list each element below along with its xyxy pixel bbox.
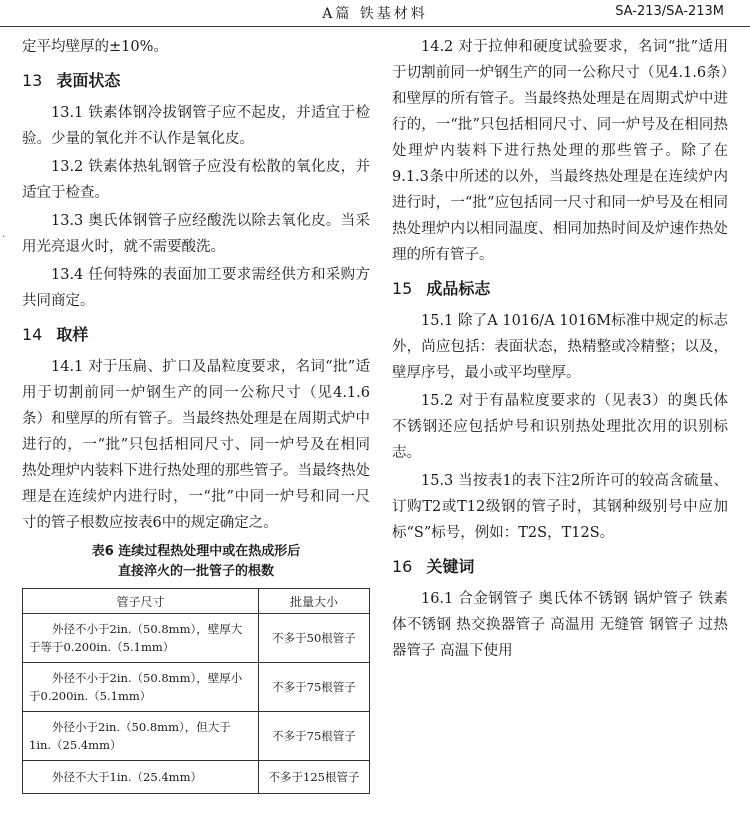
section-title: 关键词: [426, 557, 475, 576]
header-standard-code: SA-213/SA-213M: [615, 4, 724, 19]
left-column: [22, 34, 370, 794]
section-14-heading: [22, 322, 370, 348]
section-number: 16: [392, 557, 413, 576]
section-title: 成品标志: [426, 279, 491, 298]
paragraph-15-1: 15.1 除了A 1016/A 1016M标准中规定的标志外，尚应包括：表面状态，热精整或冷精整；以及，壁厚序号，最小或平均壁厚。: [392, 313, 728, 381]
cell-batch-size: 不多于75根管子: [259, 712, 370, 761]
table-row: [23, 712, 370, 761]
page-header: [0, 0, 750, 27]
section-title: 取样: [56, 325, 89, 344]
cell-pipe-size: 外径不小于2in.（50.8mm），壁厚小于0.200in.（5.1mm）: [23, 663, 259, 712]
table-6: [22, 588, 370, 794]
caption-line-2: 直接淬火的一批管子的根数: [117, 564, 274, 579]
header-title: A篇 铁基材料: [322, 6, 428, 22]
margin-mark: ·: [2, 232, 6, 243]
paragraph-16-1: 16.1 合金钢管子 奥氏体不锈钢 锅炉管子 铁素体不锈钢 热交换器管子 高温用 无缝管 钢管子 过热器管子 高温下使用: [392, 591, 728, 659]
section-number: 13: [22, 71, 43, 90]
table-6-caption: [22, 542, 370, 582]
paragraph-13-2: 13.2 铁素体热轧钢管子应没有松散的氧化皮，并适宜于检查。: [22, 159, 370, 201]
section-15-heading: [392, 276, 728, 302]
table-row: [23, 663, 370, 712]
paragraph-13-1: 13.1 铁素体钢冷拔钢管子应不起皮，并适宜于检验。少量的氧化并不认作是氧化皮。: [22, 105, 370, 147]
cell-pipe-size: 外径小于2in.（50.8mm），但大于1in.（25.4mm）: [23, 712, 259, 761]
table-row: [23, 614, 370, 663]
caption-line-1: 表6 连续过程热处理中或在热成形后: [91, 544, 301, 559]
paragraph-14-1: 14.1 对于压扁、扩口及晶粒度要求，名词“批”适用于切割前同一炉钢生产的同一公称尺寸（见4.1.6条）和壁厚的所有管子。当最终热处理是在周期式炉中进行的，一“批”只包括相同尺寸、同一炉号及在相同热处理炉内装料下进行热处理的那些管子。当最终热处理是在连续炉内进行时，一“批”中同一炉号和同一尺寸的管子根数应按表6中的规定确定之。: [22, 359, 370, 531]
header-cell-pipe-size: 管子尺寸: [23, 589, 259, 614]
cell-pipe-size: 外径不大于1in.（25.4mm）: [23, 761, 259, 794]
continued-line: 定平均壁厚的±10%。: [22, 39, 168, 55]
cell-batch-size: 不多于125根管子: [259, 761, 370, 794]
section-title: 表面状态: [56, 71, 121, 90]
cell-pipe-size: 外径不小于2in.（50.8mm），壁厚大于等于0.200in.（5.1mm）: [23, 614, 259, 663]
section-16-heading: [392, 554, 728, 580]
paragraph-13-4: 13.4 任何特殊的表面加工要求需经供方和采购方共同商定。: [22, 267, 370, 309]
right-column: [392, 34, 728, 666]
section-number: 14: [22, 325, 43, 344]
cell-batch-size: 不多于75根管子: [259, 663, 370, 712]
header-cell-batch-size: 批量大小: [259, 589, 370, 614]
paragraph-14-2: 14.2 对于拉伸和硬度试验要求，名词“批”适用于切割前同一炉钢生产的同一公称尺寸（见4.1.6条）和壁厚的所有管子。当最终热处理是在周期式炉中进行的，一“批”只包括相同尺寸、同一炉号及在相同热处理炉内装料下进行热处理的那些管子。除了在9.1.3条中所述的以外，当最终热处理是在连续炉内进行时，一“批”应包括同一尺寸和同一炉号及在相同热处理炉内以相同温度、相同加热时间及炉速作热处理的所有管子。: [392, 39, 728, 263]
section-number: 15: [392, 279, 413, 298]
paragraph-13-3: 13.3 奥氏体钢管子应经酸洗以除去氧化皮。当采用光亮退火时，就不需要酸洗。: [22, 213, 370, 255]
cell-batch-size: 不多于50根管子: [259, 614, 370, 663]
table-row: [23, 761, 370, 794]
section-13-heading: [22, 68, 370, 94]
paragraph-15-2: 15.2 对于有晶粒度要求的（见表3）的奥氏体不锈钢还应包括炉号和识别热处理批次用的识别标志。: [392, 393, 728, 461]
paragraph-15-3: 15.3 当按表1的表下注2所许可的较高含硫量、订购T2或T12级钢的管子时，其钢种级别号中应加标“S”标号，例如：T2S，T12S。: [392, 473, 728, 541]
table-header-row: [23, 589, 370, 614]
